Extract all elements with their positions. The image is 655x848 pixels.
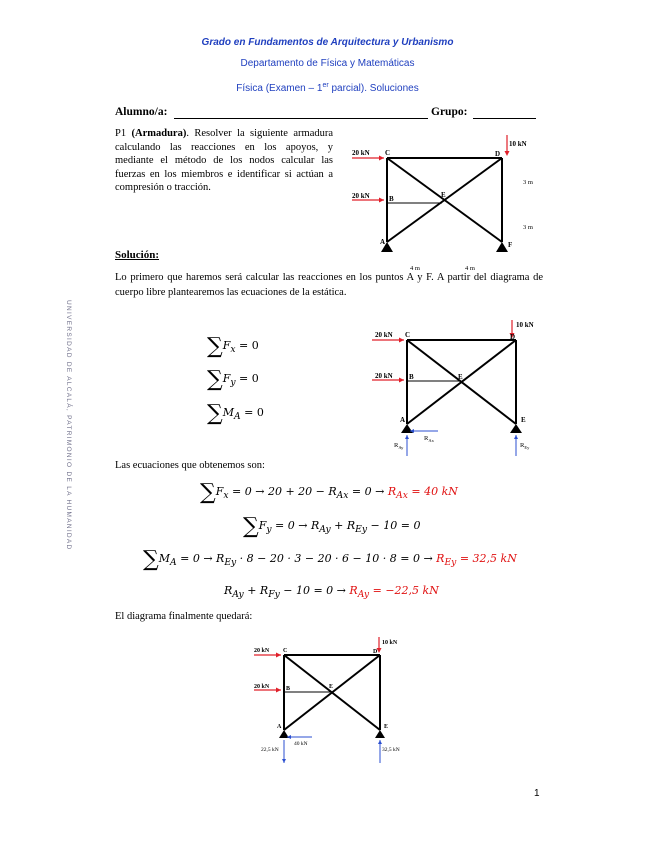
- final-node-d: D: [373, 649, 378, 655]
- load-label-c: 20 kN: [352, 149, 370, 157]
- dim-left: 4 m: [410, 265, 420, 270]
- eq3-sum-ma: $\sum M_A = 0 \to R_{Ey} \cdot 8 - 20 \cdot 3 - 20 \cdot 6 - 10 \cdot 8 = 0 \to R_{Ey} = 32,5$ kN: [143, 547, 517, 572]
- truss-free-body-diagram: [360, 318, 540, 460]
- final-node-c: C: [283, 648, 288, 654]
- eq2-sum-fy: $\sum F_y = 0 \to R_{Ay} + R_{Ey} - 10 = 0$: [243, 514, 421, 539]
- fbd-reaction-ax: $R_{Ax}$: [424, 435, 434, 443]
- final-reaction-ay: 22,5 kN: [261, 747, 279, 753]
- node-b: B: [389, 195, 394, 203]
- dim-upper: 3 m: [523, 179, 533, 186]
- fbd-node-e-support: E: [521, 416, 526, 424]
- final-reaction-ax: 40 kN: [294, 741, 308, 747]
- fbd-node-d: D: [510, 333, 516, 341]
- fbd-node-a: A: [400, 416, 406, 424]
- final-text: El diagrama finalmente quedará:: [115, 611, 253, 622]
- university-side-text: UNIVERSIDAD DE ALCALÁ, PATRIMONIO DE LA HUMANIDAD: [65, 300, 72, 551]
- fbd-load-d: 10 kN: [516, 321, 534, 329]
- final-node-e-support: E: [384, 724, 389, 730]
- fbd-node-b: B: [409, 373, 414, 381]
- node-c: C: [385, 149, 391, 157]
- group-line: [473, 118, 536, 119]
- fbd-node-e: E: [458, 373, 463, 381]
- final-load-b: 20 kN: [254, 684, 270, 690]
- page-number: 1: [534, 788, 540, 799]
- eq-sum-fx: $\sum F_x = 0$: [207, 334, 259, 359]
- eq-sum-ma: $\sum M_A = 0$: [207, 401, 264, 426]
- dim-right: 4 m: [465, 265, 475, 270]
- truss-final-diagram: [248, 635, 418, 770]
- solution-heading: Solución:: [115, 249, 160, 261]
- node-e: E: [441, 191, 446, 199]
- final-reaction-ey: 32,5 kN: [382, 747, 400, 753]
- final-load-c: 20 kN: [254, 648, 270, 654]
- fbd-load-b: 20 kN: [375, 372, 393, 380]
- eq1-sum-fx: $\sum F_x = 0 \to 20 + 20 - R_{Ax} = 0 \to R_{Ax} = 40$ kN: [200, 480, 458, 505]
- final-node-e: E: [329, 684, 334, 690]
- fbd-reaction-ey: $R_{Ey}$: [520, 442, 530, 450]
- dim-lower: 3 m: [523, 224, 533, 231]
- problem-statement: P1 (Armadura). Resolver la siguiente armadura calculando las reacciones en los apoyos, y mediante el método de los nodos calcular las fuerzas en los miembros e identificar si actúan a compresión o tracción.: [115, 128, 334, 194]
- final-node-b: B: [286, 686, 291, 692]
- truss-figure-problem: [340, 130, 540, 270]
- eq-sum-fy: $\sum F_y = 0$: [207, 367, 259, 392]
- final-load-d: 10 kN: [382, 640, 398, 646]
- node-d: D: [495, 150, 501, 158]
- fbd-node-c: C: [405, 331, 411, 339]
- student-name-line: [174, 118, 428, 119]
- solution-intro: Lo primero que haremos será calcular las reacciones en los puntos A y F. A partir del diagrama de cuerpo libre plantearemos las ecuaciones de la estática.: [115, 272, 543, 298]
- exam-title: Física (Examen – 1er parcial). Soluciones: [236, 82, 419, 94]
- load-label-b: 20 kN: [352, 192, 370, 200]
- load-label-d: 10 kN: [509, 140, 527, 148]
- equations-intro: Las ecuaciones que obtenemos son:: [115, 460, 265, 471]
- eq4-result-ay: $R_{Ay} + R_{Fy} - 10 = 0 \to R_{Ay} = -22,5$ kN: [224, 584, 439, 601]
- final-node-a: A: [277, 724, 282, 730]
- fbd-load-c: 20 kN: [375, 331, 393, 339]
- department-title: Departamento de Física y Matemáticas: [240, 58, 415, 69]
- student-name-label: Alumno/a:: [115, 106, 168, 118]
- node-a: A: [380, 238, 386, 246]
- node-f: F: [508, 241, 513, 249]
- group-label: Grupo:: [431, 106, 468, 118]
- degree-title: Grado en Fundamentos de Arquitectura y Urbanismo: [201, 37, 454, 48]
- fbd-reaction-ay: $R_{Ay}$: [394, 442, 404, 450]
